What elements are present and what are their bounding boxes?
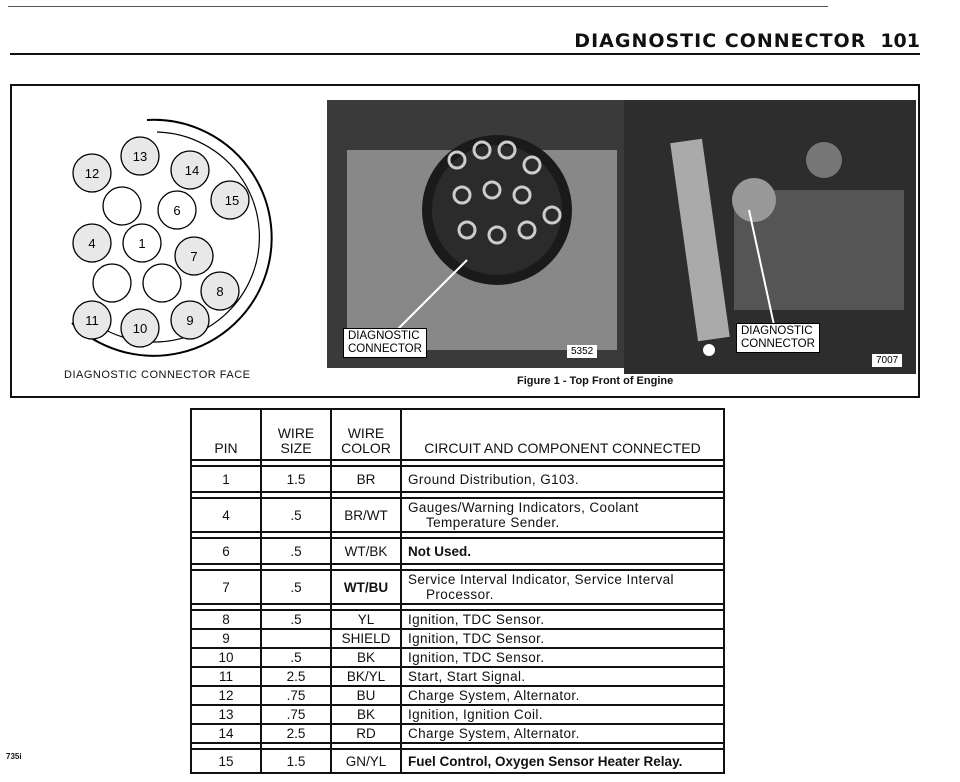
cell-color: BK: [331, 648, 401, 667]
cell-color: BR: [331, 466, 401, 492]
cell-circuit: Ignition, Ignition Coil.: [401, 705, 724, 724]
cell-color: BU: [331, 686, 401, 705]
pin-label-4: 4: [88, 236, 96, 251]
figure-caption: Figure 1 - Top Front of Engine: [517, 375, 674, 387]
engine-photo-closeup: [327, 100, 627, 368]
cell-size: .5: [261, 610, 331, 629]
cell-circuit: Ground Distribution, G103.: [401, 466, 724, 492]
pin-label-6: 6: [173, 203, 181, 218]
connector-face-diagram: [52, 98, 282, 363]
cell-size: .5: [261, 570, 331, 604]
cell-color: WT/BK: [331, 538, 401, 564]
header-rule: [10, 53, 920, 55]
cell-size: .5: [261, 538, 331, 564]
table-header-row: [191, 409, 724, 460]
pin-label-15: 15: [224, 193, 240, 208]
cell-size: .75: [261, 705, 331, 724]
table-row: [191, 648, 724, 667]
cell-size: 2.5: [261, 667, 331, 686]
figure-box: [10, 84, 920, 398]
pin-hole-blank-3: [143, 264, 181, 302]
cell-circuit-line1: Service Interval Indicator, Service Interval: [408, 572, 674, 587]
cell-color: WT/BU: [331, 570, 401, 604]
pin-label-12: 12: [84, 166, 100, 181]
photo-closeup-tag: 5352: [567, 345, 597, 358]
table-row: [191, 749, 724, 773]
connector-pin-table: [190, 408, 725, 774]
photo-closeup-label-line1: DIAGNOSTIC: [348, 330, 420, 342]
header-wire-size-line2: SIZE: [280, 440, 312, 456]
table-row: [191, 686, 724, 705]
pin-label-10: 10: [132, 321, 148, 336]
header-wire-size: [261, 409, 331, 460]
cell-color: BK: [331, 705, 401, 724]
cell-pin: 6: [191, 538, 261, 564]
header-wire-color-line1: WIRE: [347, 425, 385, 441]
photo-wide-label-line2: CONNECTOR: [741, 338, 815, 350]
photo-closeup-label-line2: CONNECTOR: [348, 343, 422, 355]
cell-size: 1.5: [261, 466, 331, 492]
table-row: [191, 466, 724, 492]
cell-circuit: Not Used.: [401, 538, 724, 564]
page-title: DIAGNOSTIC CONNECTOR: [574, 30, 867, 52]
cell-color: YL: [331, 610, 401, 629]
photo-wide-label: [736, 323, 820, 353]
photo-closeup-label: [343, 328, 427, 358]
cell-color: RD: [331, 724, 401, 743]
cell-circuit: Charge System, Alternator.: [401, 686, 724, 705]
table-row: [191, 724, 724, 743]
table-row: [191, 705, 724, 724]
header-wire-color: [331, 409, 401, 460]
cell-pin: 9: [191, 629, 261, 648]
header-wire-color-line2: COLOR: [341, 440, 391, 456]
cell-pin: 4: [191, 498, 261, 532]
photo-wide-label-line1: DIAGNOSTIC: [741, 325, 813, 337]
top-rule: [8, 6, 828, 7]
table-row: [191, 498, 724, 532]
page-header: [10, 30, 920, 52]
cell-pin: 7: [191, 570, 261, 604]
header-pin: PIN: [191, 409, 261, 460]
cell-pin: 11: [191, 667, 261, 686]
cell-circuit: Fuel Control, Oxygen Sensor Heater Relay.: [401, 749, 724, 773]
cell-size: [261, 629, 331, 648]
pin-hole-blank-2: [93, 264, 131, 302]
cell-circuit: [401, 498, 724, 532]
table-row: [191, 667, 724, 686]
table-row: [191, 570, 724, 604]
page-number: 101: [880, 30, 920, 52]
cell-circuit: [401, 570, 724, 604]
pin-label-1: 1: [138, 236, 146, 251]
cell-pin: 15: [191, 749, 261, 773]
cell-circuit: Ignition, TDC Sensor.: [401, 629, 724, 648]
cell-color: GN/YL: [331, 749, 401, 773]
pin-label-13: 13: [132, 149, 148, 164]
pin-hole-blank-1: [103, 187, 141, 225]
table-row: [191, 629, 724, 648]
pin-label-11: 11: [85, 313, 99, 328]
cell-color: SHIELD: [331, 629, 401, 648]
cell-color: BK/YL: [331, 667, 401, 686]
header-wire-size-line1: WIRE: [277, 425, 315, 441]
cell-circuit-line2: Temperature Sender.: [426, 515, 560, 530]
pin-label-14: 14: [184, 163, 200, 178]
cell-color: BR/WT: [331, 498, 401, 532]
cell-size: .5: [261, 648, 331, 667]
cell-pin: 10: [191, 648, 261, 667]
cell-pin: 12: [191, 686, 261, 705]
header-circuit: CIRCUIT AND COMPONENT CONNECTED: [401, 409, 724, 460]
table-row: [191, 538, 724, 564]
model-footer: 735i: [6, 752, 22, 761]
pin-label-9: 9: [186, 313, 194, 328]
pin-label-8: 8: [216, 284, 224, 299]
table-row: [191, 610, 724, 629]
cell-size: .5: [261, 498, 331, 532]
cell-size: 2.5: [261, 724, 331, 743]
cell-circuit: Ignition, TDC Sensor.: [401, 648, 724, 667]
cell-circuit: Ignition, TDC Sensor.: [401, 610, 724, 629]
cell-circuit: Charge System, Alternator.: [401, 724, 724, 743]
cell-circuit-line1: Gauges/Warning Indicators, Coolant: [408, 500, 639, 515]
cell-pin: 1: [191, 466, 261, 492]
cell-size: .75: [261, 686, 331, 705]
cell-pin: 8: [191, 610, 261, 629]
cell-circuit: Start, Start Signal.: [401, 667, 724, 686]
photo-wide-tag: 7007: [872, 354, 902, 367]
cell-circuit-line2: Processor.: [426, 587, 494, 602]
cell-size: 1.5: [261, 749, 331, 773]
cell-pin: 14: [191, 724, 261, 743]
cell-pin: 13: [191, 705, 261, 724]
pin-label-7: 7: [190, 249, 198, 264]
connector-face-caption: DIAGNOSTIC CONNECTOR FACE: [64, 369, 251, 381]
engine-photo-wide: [624, 100, 916, 374]
